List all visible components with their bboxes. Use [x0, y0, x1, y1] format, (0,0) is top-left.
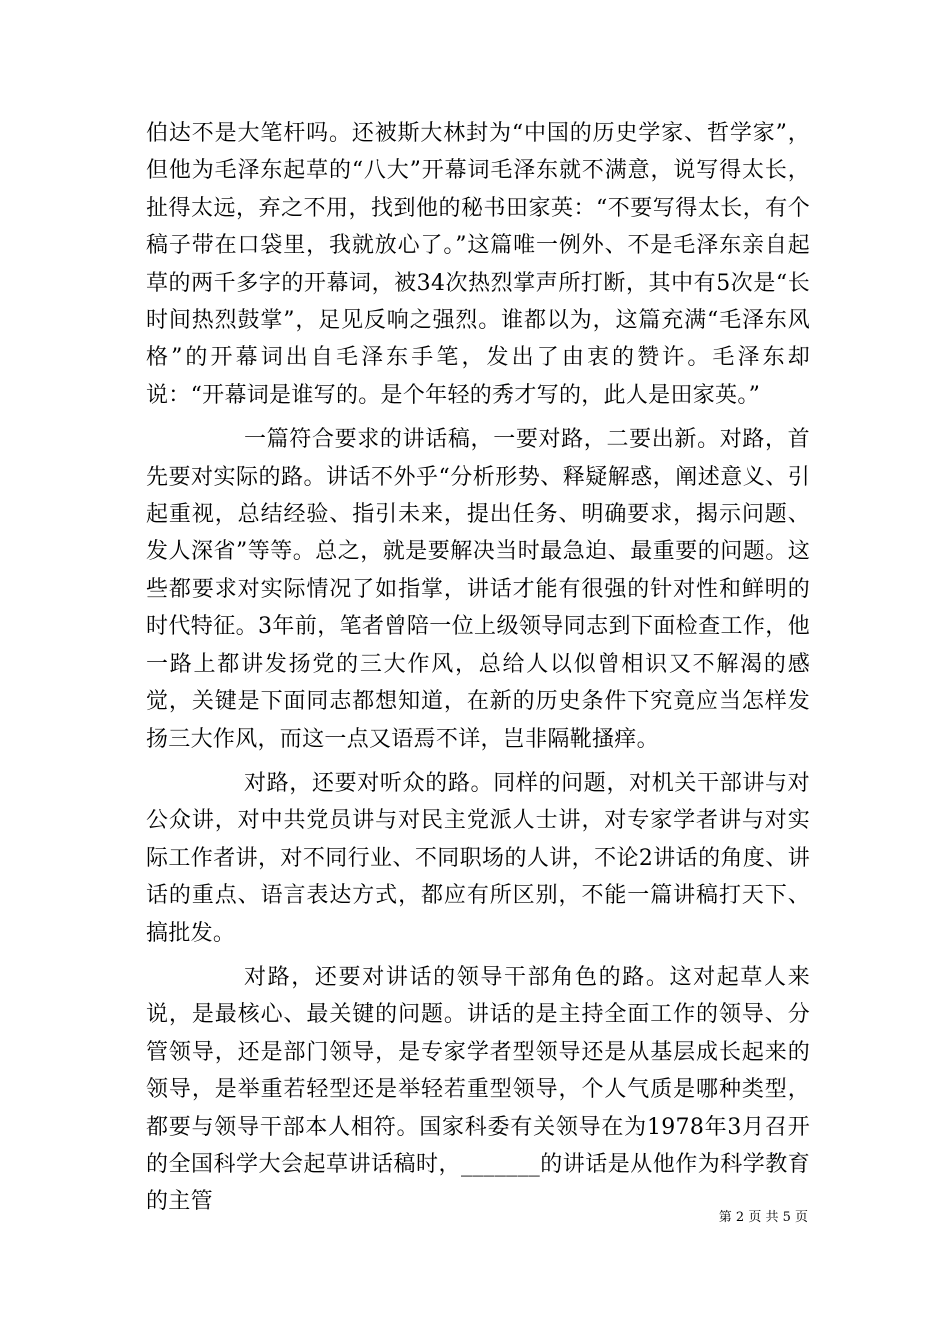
paragraph-1: 伯达不是大笔杆吗。还被斯大林封为“中国的历史学家、哲学家”，但他为毛泽东起草的“八大”开幕词毛泽东就不满意，说写得太长，扯得太远，弃之不用，找到他的秘书田家英：“不要写得太长，有个稿子带在口袋里，我就放心了。”这篇唯一例外、不是毛泽东亲自起草的两千多字的开幕词，被34次热烈掌声所打断，其中有5次是“长时间热烈鼓掌”，足见反响之强烈。谁都以为，这篇充满“毛泽东风格”的开幕词出自毛泽东手笔，发出了由衷的赞许。毛泽东却说：“开幕词是谁写的。是个年轻的秀才写的，此人是田家英。”: [146, 121, 810, 408]
paragraph-3: 对路，还要对听众的路。同样的问题，对机关干部讲与对公众讲，对中共党员讲与对民主党派人士讲，对专家学者讲与对实际工作者讲，对不同行业、不同职场的人讲，不论2讲话的角度、讲话的重点、语言表达方式，都应有所区别，不能一篇讲稿打天下、搞批发。: [146, 770, 810, 946]
paragraph-4: 对路，还要对讲话的领导干部角色的路。这对起草人来说，是最核心、最关键的问题。讲话的是主持全面工作的领导、分管领导，还是部门领导，是专家学者型领导还是从基层成长起来的领导，是举重若轻型还是举轻若重型领导，个人气质是哪种类型，都要与领导干部本人相符。国家科委有关领导在为1978年3月召开的全国科学大会起草讲话稿时，_______的讲话是从他作为科学教育的主管: [146, 964, 810, 1215]
page-footer: 第 2 页 共 5 页: [718, 1210, 808, 1225]
body-text: [146, 115, 810, 1221]
paragraph-2: 一篇符合要求的讲话稿，一要对路，二要出新。对路，首先要对实际的路。讲话不外乎“分析形势、释疑解惑，阐述意义、引起重视，总结经验、指引未来，提出任务、明确要求，揭示问题、发人深省”等等。总之，就是要解决当时最急迫、最重要的问题。这些都要求对实际情况了如指掌，讲话才能有很强的针对性和鲜明的时代特征。3年前，笔者曾陪一位上级领导同志到下面检查工作，他一路上都讲发扬党的三大作风，总给人以似曾相识又不解渴的感觉，关键是下面同志都想知道，在新的历史条件下究竟应当怎样发扬三大作风，而这一点又语焉不详，岂非隔靴搔痒。: [146, 427, 810, 752]
